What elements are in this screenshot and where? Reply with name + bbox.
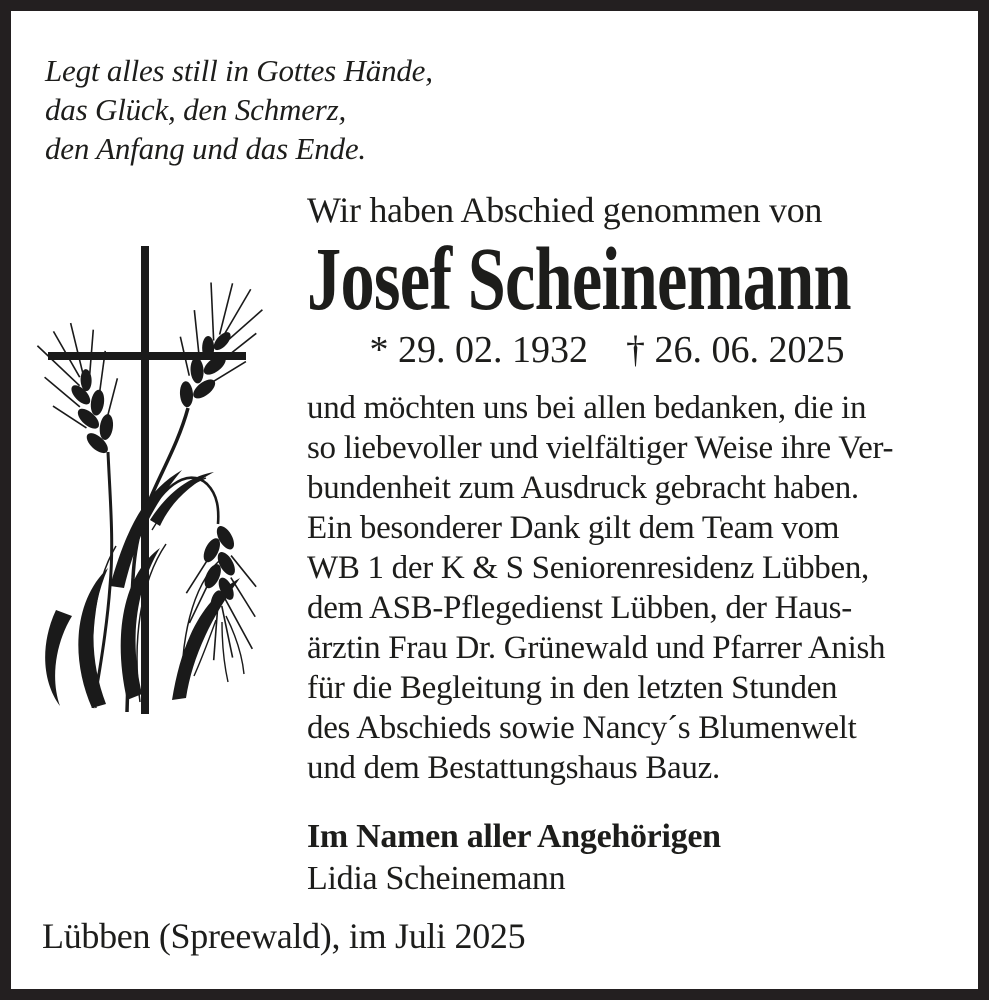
body-line: und dem Bestattungshaus Bauz. — [307, 750, 720, 786]
death-date: † 26. 06. 2025 — [626, 329, 845, 371]
life-dates — [307, 328, 907, 372]
signature-title: Im Namen aller Angehörigen — [307, 818, 721, 855]
body-line: ärztin Frau Dr. Grünewald und Pfarrer Anish — [307, 630, 886, 666]
wheat-ear-right — [154, 271, 273, 424]
body-line: Ein besonderer Dank gilt dem Team vom — [307, 510, 840, 546]
body-line: für die Begleitung in den letzten Stunden — [307, 670, 838, 706]
cross-vertical-beam — [141, 246, 149, 714]
thanks-paragraph — [307, 388, 947, 788]
body-line: bundenheit zum Ausdruck gebracht haben. — [307, 470, 859, 506]
deceased-name-wrap — [307, 230, 947, 329]
body-line: dem ASB-Pflegedienst Lübben, der Haus- — [307, 590, 852, 626]
body-line: und möchten uns bei allen bedanken, die in — [307, 390, 867, 426]
verse-line: den Anfang und das Ende. — [45, 131, 366, 166]
place-date-line: Lübben (Spreewald), im Juli 2025 — [42, 916, 526, 956]
cross-wheat-icon — [30, 230, 300, 770]
verse-line: das Glück, den Schmerz, — [45, 92, 347, 127]
body-line: WB 1 der K & S Seniorenresidenz Lübben, — [307, 550, 869, 586]
deceased-name: Josef Scheinemann — [307, 230, 851, 329]
opening-verse — [45, 51, 978, 168]
birth-date: * 29. 02. 1932 — [369, 329, 588, 371]
wheat-ear-left — [30, 314, 141, 466]
wheat-stems — [92, 408, 220, 712]
notice-body — [307, 188, 947, 900]
cross-wheat-illustration — [30, 230, 300, 770]
signer-name: Lidia Scheinemann — [307, 860, 566, 897]
body-line: des Abschieds sowie Nancy´s Blumenwelt — [307, 710, 857, 746]
verse-line: Legt alles still in Gottes Hände, — [45, 53, 433, 88]
intro-text: Wir haben Abschied genommen von — [307, 190, 823, 230]
body-line: so liebevoller und vielfältiger Weise ihre Ver- — [307, 430, 894, 466]
